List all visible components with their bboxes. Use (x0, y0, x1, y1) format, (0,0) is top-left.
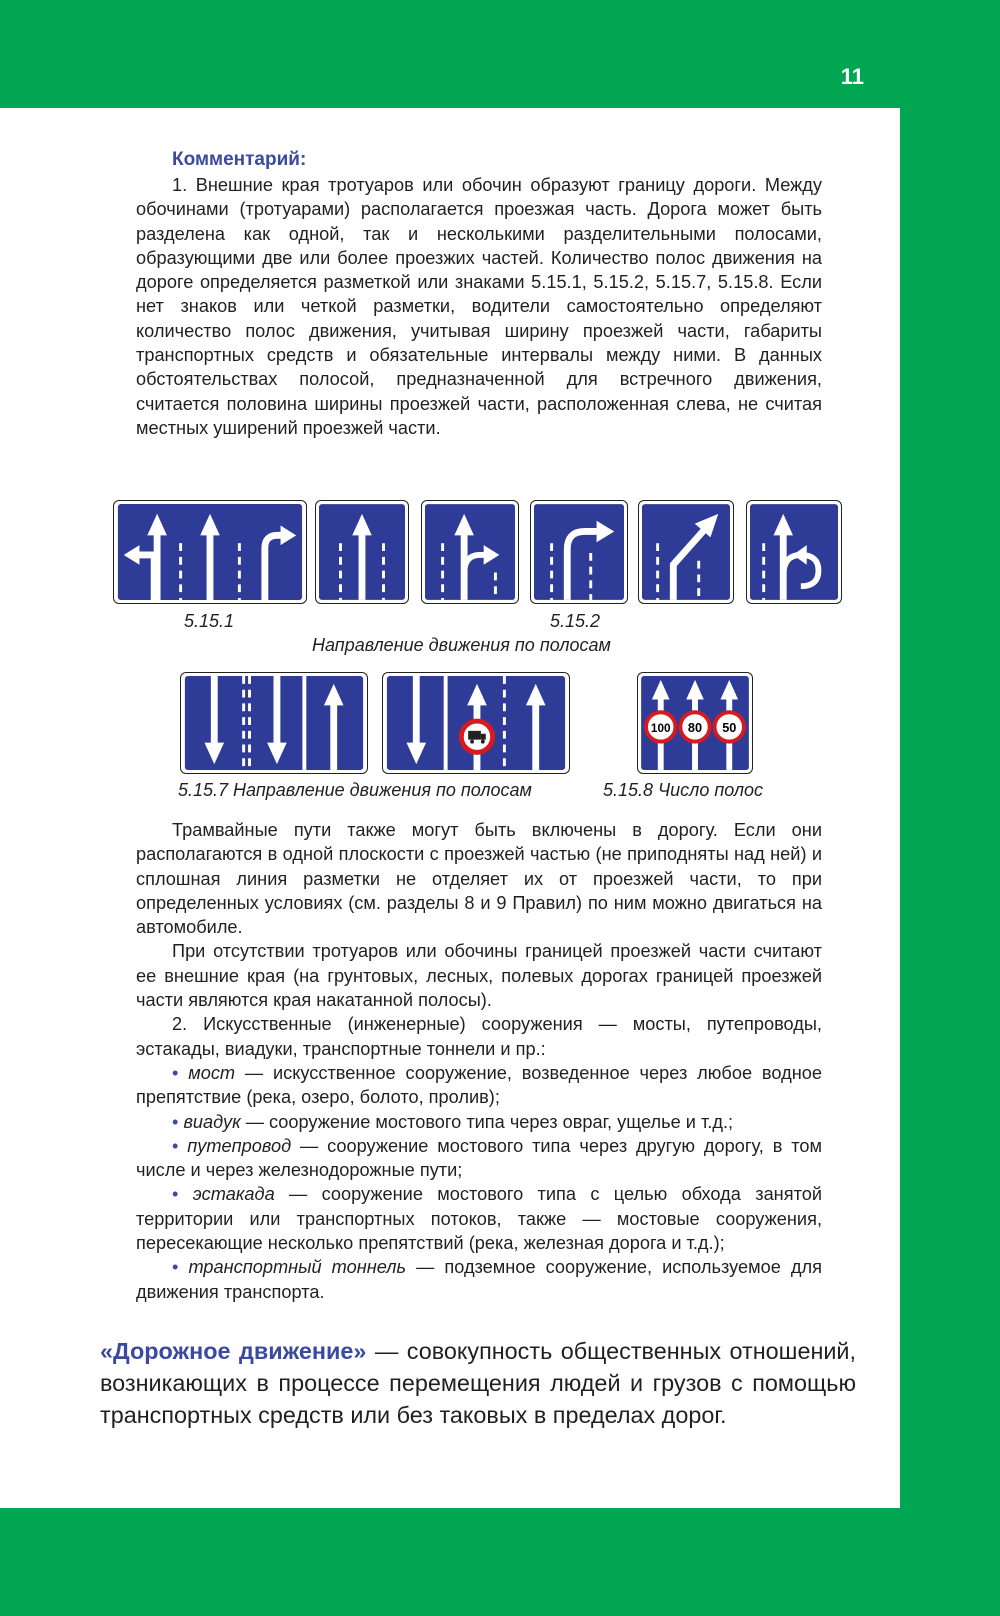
bullet-icon: • (172, 1111, 179, 1132)
structure-item (136, 1255, 822, 1304)
structure-definition: — сооружение мостового типа с целью обхода занятой территории или транспортных потоков, также — мостовые сооружения, пересекающие несколько препятствий (река, железная дорога и т.д.); (136, 1184, 822, 1254)
sign-5-15-2-straight (315, 500, 409, 604)
sign-5-15-2-right-graphic (534, 504, 624, 600)
caption-5-15-2: 5.15.2 (550, 611, 601, 631)
bullet-icon: • (172, 1062, 179, 1083)
traffic-definition (100, 1335, 856, 1431)
definition-text: — совокупность общественных отношений, возникающих в процессе перемещения людей и грузов с помощью транспортных средств или без таковых в пределах дорог. (100, 1338, 856, 1428)
structure-item (136, 1110, 822, 1134)
structure-item (136, 1061, 822, 1110)
bottom-green-band (0, 1508, 1000, 1616)
boundary-paragraph: При отсутствии тротуаров или обочины границей проезжей части считают ее внешние края (на грунтовых, лесных, полевых дорогах границей проезжей части являются края накатанной полосы). (136, 941, 822, 1011)
definition-term: «Дорожное движение» (100, 1338, 367, 1364)
tram-paragraph: Трамвайные пути также могут быть включены в дорогу. Если они располагаются в одной плоскости с проезжей частью (не приподняты над ней) и сплошная линия разметки не отделяет их от проезжей части, то при определенных условиях (см. разделы 8 и 9 Правил) по ним можно двигаться на автомобиле. (136, 820, 822, 938)
structure-definition: — подземное сооружение, используемое для движения транспорта. (136, 1257, 822, 1302)
speed-limit-100: 100 (650, 721, 671, 735)
sign-5-15-2-straight-right-graphic (425, 504, 515, 600)
comment-paragraph-1: 1. Внешние края тротуаров или обочин образуют границу дороги. Между обочинами (тротуарами) располагается проезжая часть. Дорога может быть разделена как одной, так и несколькими разделительными полосами, образующими две или более проезжих частей. Количество полос движения на дороге определяется разметкой или знаками 5.15.1, 5.15.2, 5.15.7, 5.15.8. Если нет знаков или четкой разметки, водители самостоятельно определяют количество полос движения, учитывая ширину проезжей части, габариты транспортных средств и обязательные интервалы между ними. В данных обстоятельствах полосой, предназначенной для встречного движения, считается половина ширины проезжей части, расположенная слева, не считая местных уширений проезжей части. (136, 175, 822, 438)
caption-5-15-8: 5.15.8 Число полос (603, 780, 764, 800)
sign-5-15-2-right (530, 500, 628, 604)
caption-5-15-1: 5.15.1 (184, 611, 235, 631)
speed-limit-80: 80 (687, 719, 703, 735)
sign-5-15-8 (637, 672, 753, 774)
sign-5-15-1 (113, 500, 307, 604)
sign-5-15-1-graphic (117, 504, 303, 600)
structure-definition: — искусственное сооружение, возведенное через любое водное препятствие (река, озеро, болото, пролив); (136, 1062, 822, 1108)
structure-term: транспортный тоннель (188, 1257, 407, 1278)
structure-term: эстакада (192, 1184, 275, 1205)
caption-lane-direction: Направление движения по полосам (312, 635, 611, 655)
structure-item (136, 1134, 822, 1183)
bullet-icon: • (172, 1257, 179, 1278)
bullet-icon: • (172, 1184, 179, 1205)
sign-5-15-2-straight-graphic (319, 504, 405, 600)
sign-5-15-7-a (180, 672, 368, 774)
sign-5-15-2-diagonal-right-graphic (642, 504, 730, 600)
structure-definition: — сооружение мостового типа через другую дорогу, в том числе и через железнодорожные пути; (136, 1135, 822, 1181)
structure-definition: — сооружение мостового типа через овраг, ущелье и т.д.; (240, 1111, 734, 1132)
body-text (136, 818, 822, 1304)
speed-limit-50: 50 (722, 719, 737, 735)
sign-5-15-2-straight-right (421, 500, 519, 604)
structure-item (136, 1182, 822, 1255)
comment-paragraph (136, 173, 822, 440)
structure-term: путепровод (187, 1135, 292, 1156)
sign-5-15-7-b-graphic (386, 676, 566, 770)
top-green-band (0, 0, 1000, 108)
caption-5-15-7: 5.15.7 Направление движения по полосам (178, 780, 532, 800)
sign-5-15-7-a-graphic (184, 676, 364, 770)
page-number: 11 (840, 64, 864, 89)
sign-5-15-8-graphic (641, 676, 749, 770)
comment-heading: Комментарий: (172, 149, 307, 170)
sign-5-15-7-b (382, 672, 570, 774)
sign-5-15-2-straight-uturn (746, 500, 842, 604)
structure-term: мост (188, 1062, 236, 1083)
sign-5-15-2-straight-uturn-graphic (750, 504, 838, 600)
structures-intro: 2. Искусственные (инженерные) сооружения — мосты, путепроводы, эстакады, виадуки, транспортные тоннели и пр.: (136, 1014, 822, 1059)
sign-5-15-2-diagonal-right (638, 500, 734, 604)
structure-term: виадук (183, 1111, 241, 1132)
bullet-icon: • (172, 1135, 179, 1156)
